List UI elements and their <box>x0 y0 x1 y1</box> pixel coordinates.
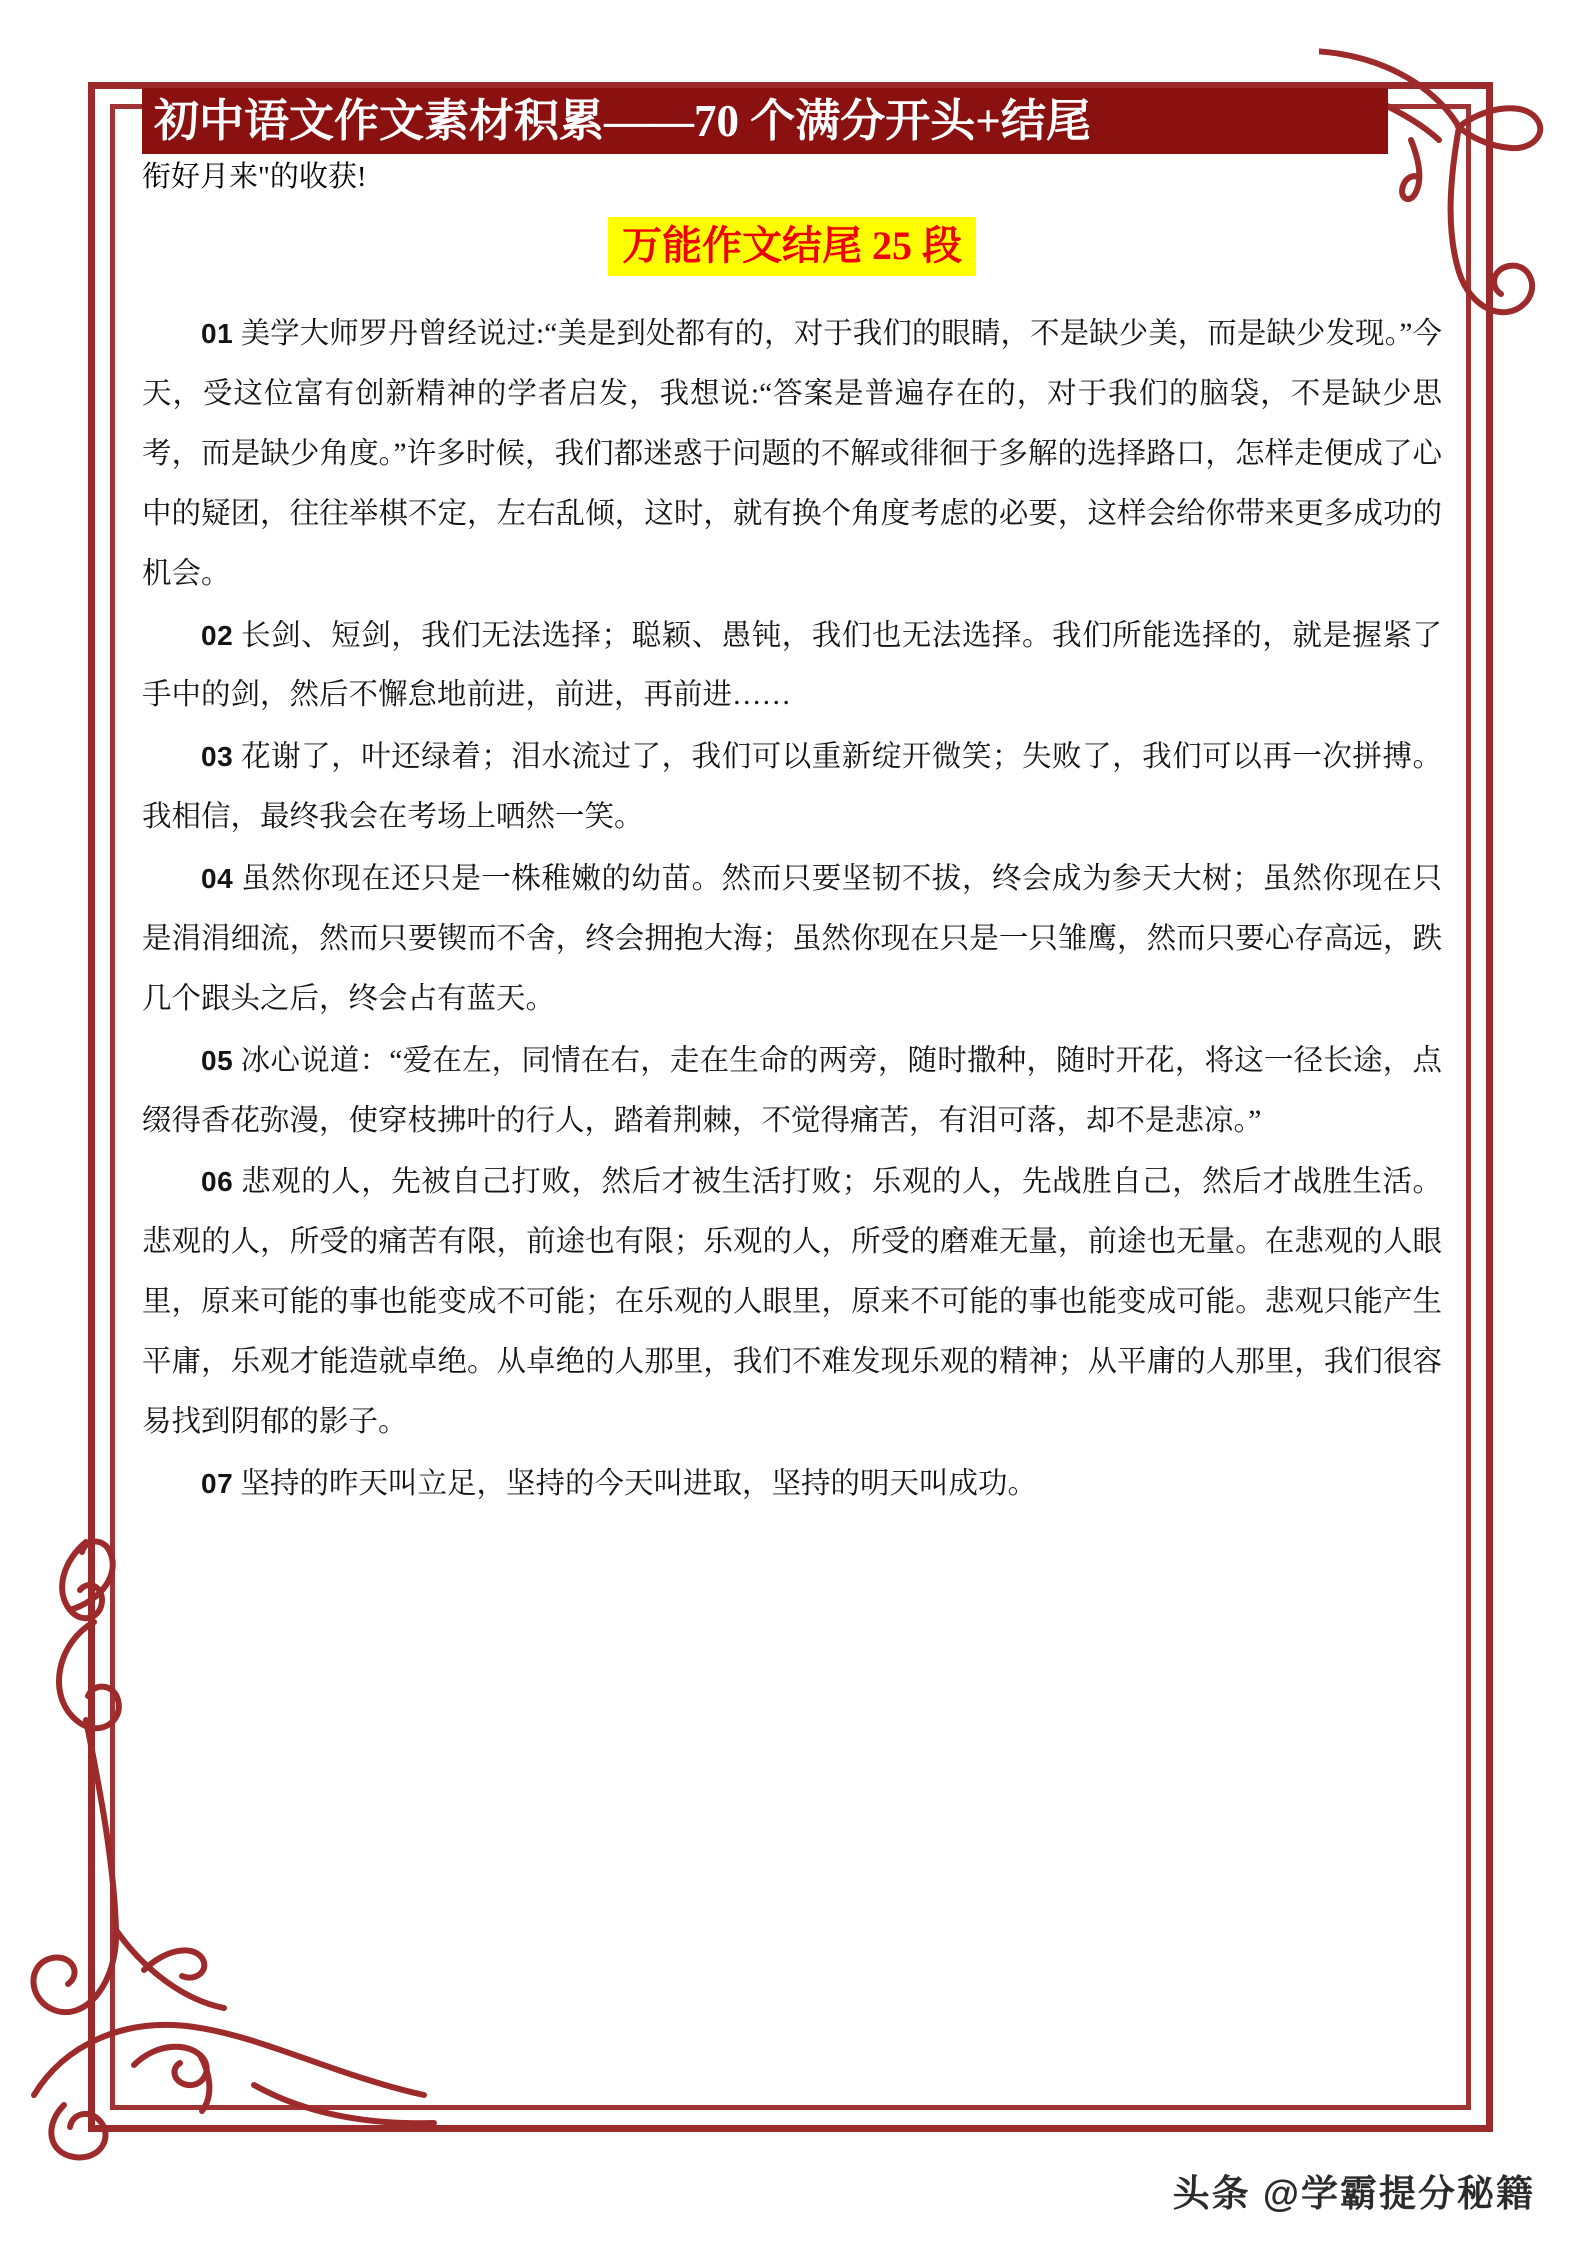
document-content <box>142 158 1442 1517</box>
paragraph-item <box>142 728 1442 848</box>
paragraph-text: 长剑、短剑，我们无法选择；聪颖、愚钝，我们也无法选择。我们所能选择的，就是握紧了手中的剑，然后不懈怠地前进，前进，再前进…… <box>142 619 1442 712</box>
section-heading-highlight: 万能作文结尾 25 段 <box>608 217 976 276</box>
corner-flourish-left-icon <box>24 1530 264 2050</box>
paragraph-text: 美学大师罗丹曾经说过:“美是到处都有的，对于我们的眼睛，不是缺少美，而是缺少发现。”今天，受这位富有创新精神的学者启发，我想说:“答案是普遍存在的，对于我们的脑袋，不是缺少思考，而是缺少角度。”许多时候，我们都迷惑于问题的不解或徘徊于多解的选择路口，怎样走便成了心中的疑团，往往举棋不定，左右乱倾，这时，就有换个角度考虑的必要，这样会给你带来更多成功的机会。 <box>142 318 1442 590</box>
paragraph-number: 07 <box>201 1467 234 1499</box>
paragraph-number: 01 <box>201 318 234 350</box>
paragraph-item <box>142 305 1442 604</box>
paragraph-number: 03 <box>201 741 234 773</box>
document-title-banner <box>142 88 1388 154</box>
paragraph-text: 花谢了，叶还绿着；泪水流过了，我们可以重新绽开微笑；失败了，我们可以再一次拼搏。我相信，最终我会在考场上哂然一笑。 <box>142 741 1442 834</box>
section-heading <box>142 223 1442 269</box>
paragraph-item <box>142 607 1442 727</box>
lead-in-text: 衔好月来"的收获! <box>142 161 367 193</box>
paragraph-text: 悲观的人，先被自己打败，然后才被生活打败；乐观的人，先战胜自己，然后才战胜生活。悲观的人，所受的痛苦有限，前途也有限；乐观的人，所受的磨难无量，前途也无量。在悲观的人眼里，原来可能的事也能变成不可能；在乐观的人眼里，原来不可能的事也能变成可能。悲观只能产生平庸，乐观才能造就卓绝。从卓绝的人那里，我们不难发现乐观的精神；从平庸的人那里，我们很容易找到阴郁的影子。 <box>142 1166 1442 1438</box>
paragraph-text: 坚持的昨天叫立足，坚持的今天叫进取，坚持的明天叫成功。 <box>240 1467 1038 1500</box>
paragraph-item <box>142 1153 1442 1452</box>
paragraph-number: 05 <box>201 1044 234 1076</box>
page-title: 初中语文作文素材积累——70 个满分开头+结尾 <box>154 95 1091 146</box>
paragraph-number: 04 <box>201 863 234 895</box>
paragraph-item <box>142 850 1442 1030</box>
corner-flourish-bottom-left-icon <box>4 1945 474 2185</box>
paragraph-number: 02 <box>201 619 234 651</box>
paragraph-number: 06 <box>201 1166 234 1198</box>
paragraph-item <box>142 1032 1442 1152</box>
paragraph-item <box>142 1455 1442 1515</box>
paragraph-text: 虽然你现在还只是一株稚嫩的幼苗。然而只要坚韧不拔，终会成为参天大树；虽然你现在只是涓涓细流，然而只要锲而不舍，终会拥抱大海；虽然你现在只是一只雏鹰，然而只要心存高远，跌几个跟头之后，终会占有蓝天。 <box>142 863 1442 1015</box>
watermark: 头条 @学霸提分秘籍 <box>1172 2173 1535 2214</box>
paragraph-text: 冰心说道：“爱在左，同情在右，走在生命的两旁，随时撒种，随时开花，将这一径长途，点缀得香花弥漫，使穿枝拂叶的行人，踏着荆棘，不觉得痛苦，有泪可落，却不是悲凉。” <box>142 1044 1442 1137</box>
